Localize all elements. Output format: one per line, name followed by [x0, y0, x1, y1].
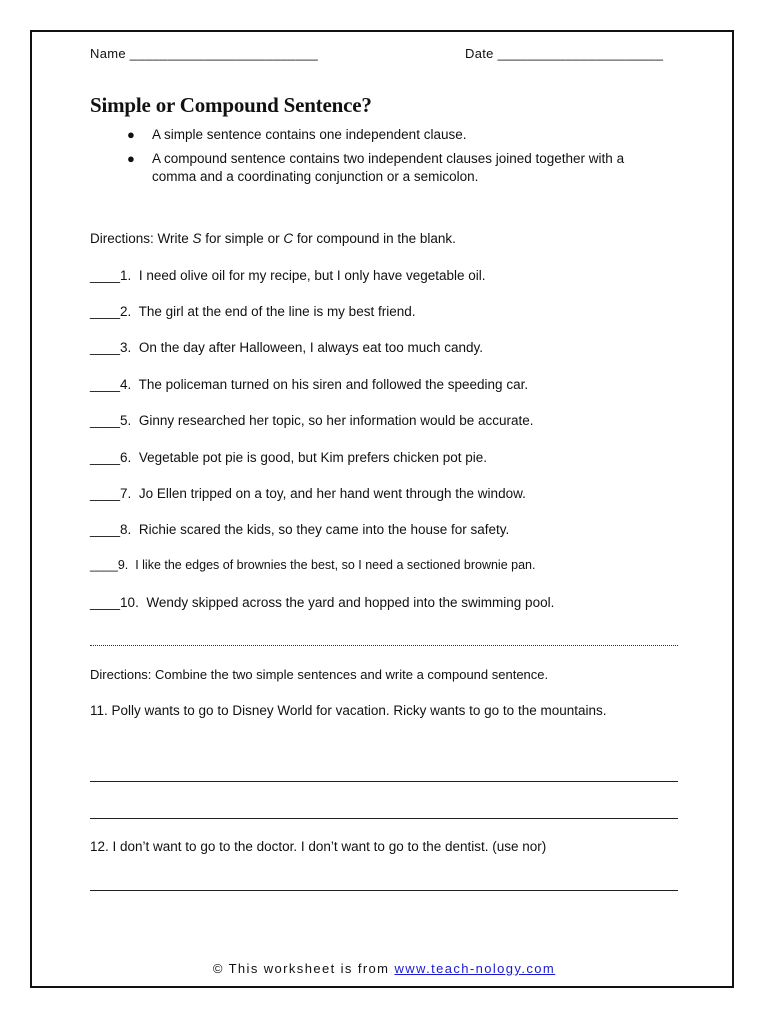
teach-nology-link[interactable]: www.teach-nology.com	[394, 961, 556, 976]
question-text: Vegetable pot pie is good, but Kim prefers chicken pot pie.	[138, 450, 488, 465]
date-field-label: Date ______________________	[465, 46, 664, 61]
question-item	[90, 377, 528, 392]
question-text: Ginny researched her topic, so her information would be accurate.	[138, 413, 534, 428]
definition-text: A simple sentence contains one independent clause.	[152, 127, 467, 142]
question-number: 2.	[120, 304, 132, 319]
answer-blank: ____	[90, 486, 121, 501]
question-number: 7.	[120, 486, 132, 501]
question-item	[90, 595, 554, 610]
definition-list	[118, 126, 658, 192]
answer-blank: ____	[90, 304, 121, 319]
section-divider	[90, 645, 678, 646]
letter-s: S	[192, 231, 202, 246]
question-number: 6.	[120, 450, 132, 465]
question-number: 1.	[120, 268, 132, 283]
answer-blank: ____	[90, 450, 121, 465]
question-text: The policeman turned on his siren and followed the speeding car.	[138, 377, 529, 392]
question-11: 11. Polly wants to go to Disney World for vacation. Ricky wants to go to the mountains.	[90, 703, 607, 718]
question-number: 9.	[117, 558, 129, 572]
answer-blank: ____	[90, 522, 121, 537]
answer-blank: ____	[90, 413, 121, 428]
answer-line	[90, 781, 678, 782]
question-text: On the day after Halloween, I always eat too much candy.	[138, 340, 484, 355]
letter-c: C	[283, 231, 294, 246]
question-item	[90, 486, 526, 501]
question-number: 10.	[120, 595, 139, 610]
answer-line	[90, 890, 678, 891]
question-number: 3.	[120, 340, 132, 355]
question-item	[90, 340, 483, 355]
definition-compound	[118, 150, 658, 186]
question-item	[90, 558, 535, 572]
question-item	[90, 268, 486, 283]
definition-simple	[118, 126, 658, 144]
footer-credit: © This worksheet is from www.teach-nology.com	[212, 961, 556, 976]
bullet-icon: ●	[127, 151, 135, 166]
question-text: I like the edges of brownies the best, so I need a sectioned brownie pan.	[135, 558, 536, 572]
directions-part-2: Directions: Combine the two simple sentences and write a compound sentence.	[90, 667, 549, 682]
answer-blank: ____	[90, 340, 121, 355]
answer-line	[90, 818, 678, 819]
definition-text: A compound sentence contains two independent clauses joined together with a comma and a coordinating conjunction or a semicolon.	[152, 151, 625, 184]
name-field-label: Name _________________________	[90, 46, 319, 61]
question-number: 8.	[120, 522, 132, 537]
question-number: 5.	[120, 413, 132, 428]
question-12: 12. I don’t want to go to the doctor. I don’t want to go to the dentist. (use nor)	[90, 839, 547, 854]
question-text: Wendy skipped across the yard and hopped into the swimming pool.	[146, 595, 555, 610]
question-text: The girl at the end of the line is my best friend.	[138, 304, 416, 319]
question-text: Jo Ellen tripped on a toy, and her hand went through the window.	[138, 486, 526, 501]
question-item	[90, 304, 415, 319]
question-text: I need olive oil for my recipe, but I only have vegetable oil.	[138, 268, 486, 283]
answer-blank: ____	[90, 558, 118, 572]
bullet-icon: ●	[127, 127, 135, 142]
question-item	[90, 450, 487, 465]
question-text: Richie scared the kids, so they came into the house for safety.	[138, 522, 510, 537]
directions-part-1: Directions: Write S for simple or C for compound in the blank.	[90, 231, 456, 246]
question-number: 4.	[120, 377, 132, 392]
page-title: Simple or Compound Sentence?	[90, 93, 372, 117]
question-item	[90, 413, 534, 428]
answer-blank: ____	[90, 595, 121, 610]
answer-blank: ____	[90, 377, 121, 392]
answer-blank: ____	[90, 268, 121, 283]
question-item	[90, 522, 509, 537]
